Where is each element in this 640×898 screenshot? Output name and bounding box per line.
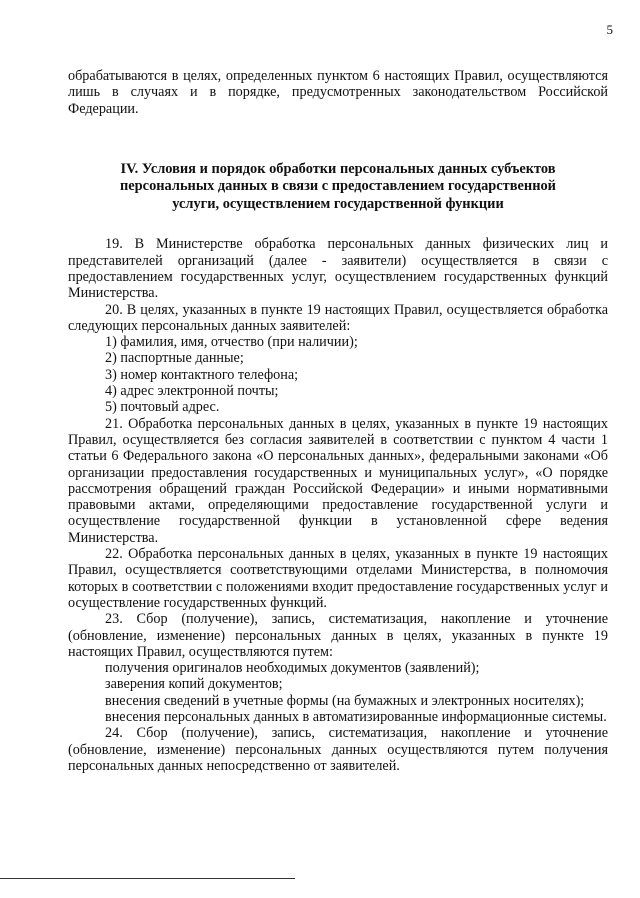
list-item-3: 3) номер контактного телефона; [105, 366, 299, 383]
section-heading: IV. Условия и порядок обработки персональных данных субъектов персональных данных в связи с предоставлением государственной услуги, осуществлением государственной функции [120, 160, 556, 212]
page-number: 5 [606, 22, 613, 37]
paragraph-23: 23. Сбор (получение), запись, систематизация, накопление и уточнение (обновление, изменение) персональных данных в целях, указанных в пункте 19 настоящих Правил, осуществляются путем: [68, 611, 608, 660]
list-item-1: 1) фамилия, имя, отчество (при наличии); [105, 334, 358, 351]
document-body [68, 68, 608, 774]
method-item-copies: заверения копий документов; [105, 676, 283, 693]
paragraph-21: 21. Обработка персональных данных в целях, указанных в пункте 19 настоящих Правил, осуществляется без согласия заявителей в соответствии с пунктом 4 части 1 статьи 6 Федерального закона «О персональных данных», федеральными законами «Об организации предоставления государственных и муниципальных услуг», «О порядке рассмотрения обращений граждан Российской Федерации» и иными нормативными правовыми актами, определяющими предоставление государственной услуги и осуществление государственной функции в установленной сфере ведения Министерства. [68, 415, 608, 546]
list-item-5: 5) почтовый адрес. [105, 399, 220, 416]
intro-paragraph: обрабатываются в целях, определенных пунктом 6 настоящих Правил, осуществляются лишь в случаях и в порядке, предусмотренных законодательством Российской Федерации. [68, 68, 608, 117]
paragraph-20: 20. В целях, указанных в пункте 19 настоящих Правил, осуществляется обработка следующих персональных данных заявителей: [68, 301, 608, 334]
paragraph-24: 24. Сбор (получение), запись, систематизация, накопление и уточнение (обновление, изменение) персональных данных осуществляются путем получения персональных данных непосредственно от заявителей. [68, 725, 608, 774]
list-item-2: 2) паспортные данные; [105, 350, 244, 367]
paragraph-19: 19. В Министерстве обработка персональных данных физических лиц и представителей организаций (далее - заявители) осуществляется в связи с предоставлением государственных услуг, осуществлением государственных функций Министерства. [68, 236, 608, 302]
footer-divider [0, 878, 295, 879]
method-item-systems: внесения персональных данных в автоматизированные информационные системы. [105, 709, 607, 725]
method-item-originals: получения оригиналов необходимых документов (заявлений); [105, 660, 480, 677]
method-item-forms: внесения сведений в учетные формы (на бумажных и электронных носителях); [105, 692, 585, 709]
list-item-4: 4) адрес электронной почты; [105, 383, 279, 400]
paragraph-22: 22. Обработка персональных данных в целях, указанных в пункте 19 настоящих Правил, осуществляется соответствующими отделами Министерства, в полномочия которых в соответствии с положениями входит предоставление государственных услуг и осуществление государственных функций. [68, 546, 608, 611]
